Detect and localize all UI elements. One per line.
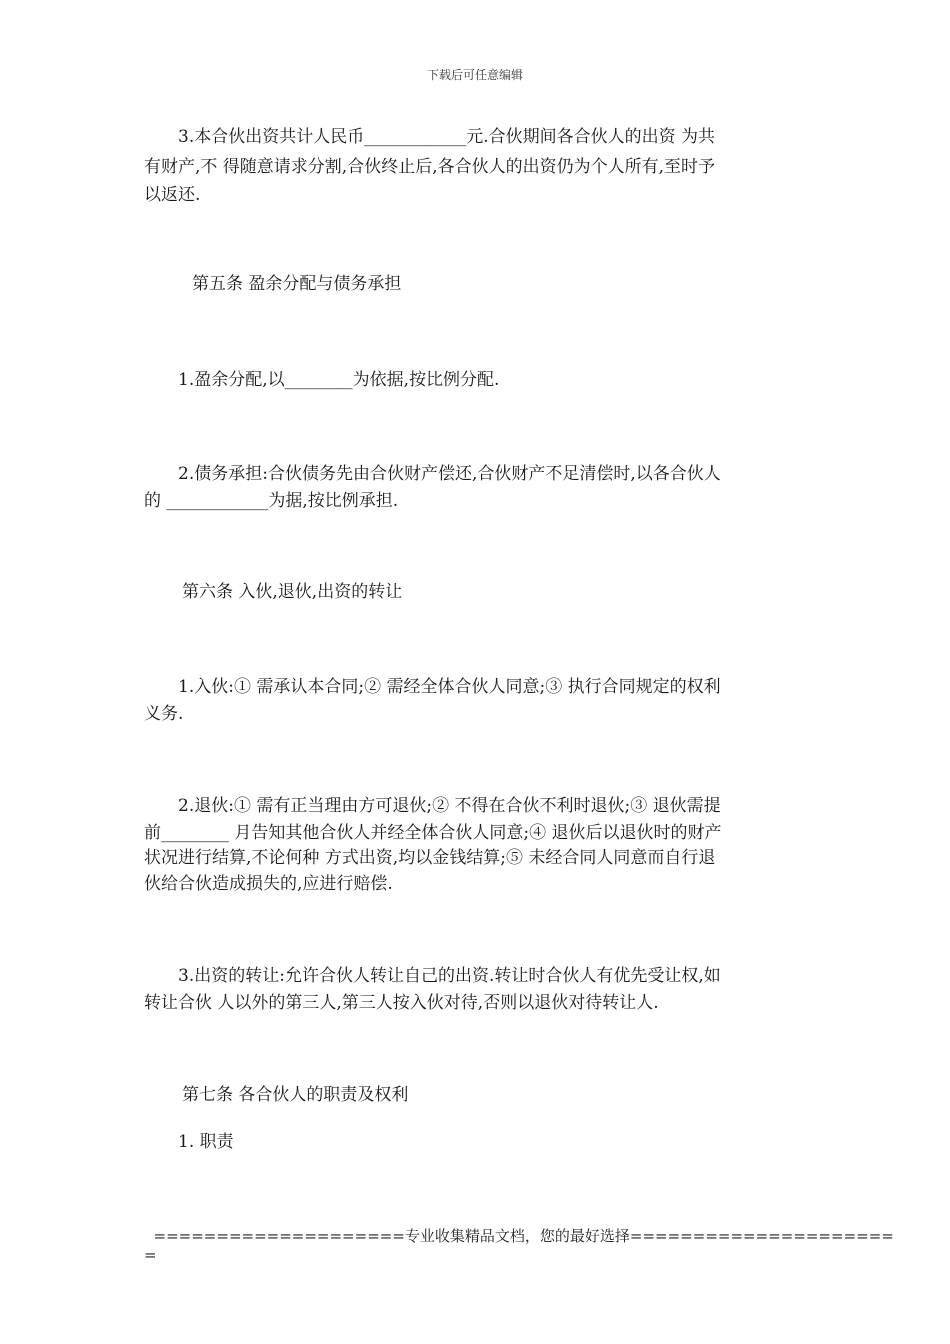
art4-item3-line1: 3.本合伙出资共计人民币____________元.合伙期间各合伙人的出资 为共 (144, 127, 716, 147)
art6-item2-line2: 前________ 月告知其他合伙人并经全体合伙人同意;④ 退伙后以退伙时的财产 (144, 823, 722, 843)
art6-item2-line3: 状况进行结算,不论何种 方式出资,均以金钱结算;⑤ 未经合同人同意而自行退 (144, 848, 716, 868)
page-header: 下载后可任意编辑 (426, 68, 523, 82)
art4-item3-line3: 以返还. (144, 185, 201, 205)
article-5-title: 第五条 盈余分配与债务承担 (192, 274, 402, 294)
art6-item2-line1: 2.退伙:① 需有正当理由方可退伙;② 不得在合伙不利时退伙;③ 退伙需提 (144, 796, 721, 816)
art6-item1-line1: 1.入伙:① 需承认本合同;② 需经全体合伙人同意;③ 执行合同规定的权利 (144, 677, 721, 697)
footer-line1: ====================专业收集精品文档，您的最好选择===================== (144, 1227, 894, 1245)
article-6-title: 第六条 入伙,退伙,出资的转让 (182, 582, 403, 602)
footer-line2: = (144, 1246, 157, 1264)
art5-item1: 1.盈余分配,以________为依据,按比例分配. (144, 370, 500, 390)
art6-item1-line2: 义务. (144, 704, 184, 724)
art5-item2-line1: 2.债务承担:合伙债务先由合伙财产偿还,合伙财产不足清偿时,以各合伙人 (144, 464, 721, 484)
art6-item3-line2: 转让合伙 人以外的第三人,第三人按入伙对待,否则以退伙对待转让人. (144, 993, 659, 1013)
art4-item3-line2: 有财产,不 得随意请求分割,合伙终止后,各合伙人的出资仍为个人所有,至时予 (144, 157, 716, 177)
art6-item3-line1: 3.出资的转让:允许合伙人转让自己的出资.转让时合伙人有优先受让权,如 (144, 966, 721, 986)
art6-item2-line4: 伙给合伙造成损失的,应进行赔偿. (144, 874, 393, 894)
art5-item2-line2: 的 ____________为据,按比例承担. (144, 491, 399, 511)
article-7-title: 第七条 各合伙人的职责及权利 (182, 1085, 409, 1105)
art7-item1: 1. 职责 (144, 1132, 234, 1152)
